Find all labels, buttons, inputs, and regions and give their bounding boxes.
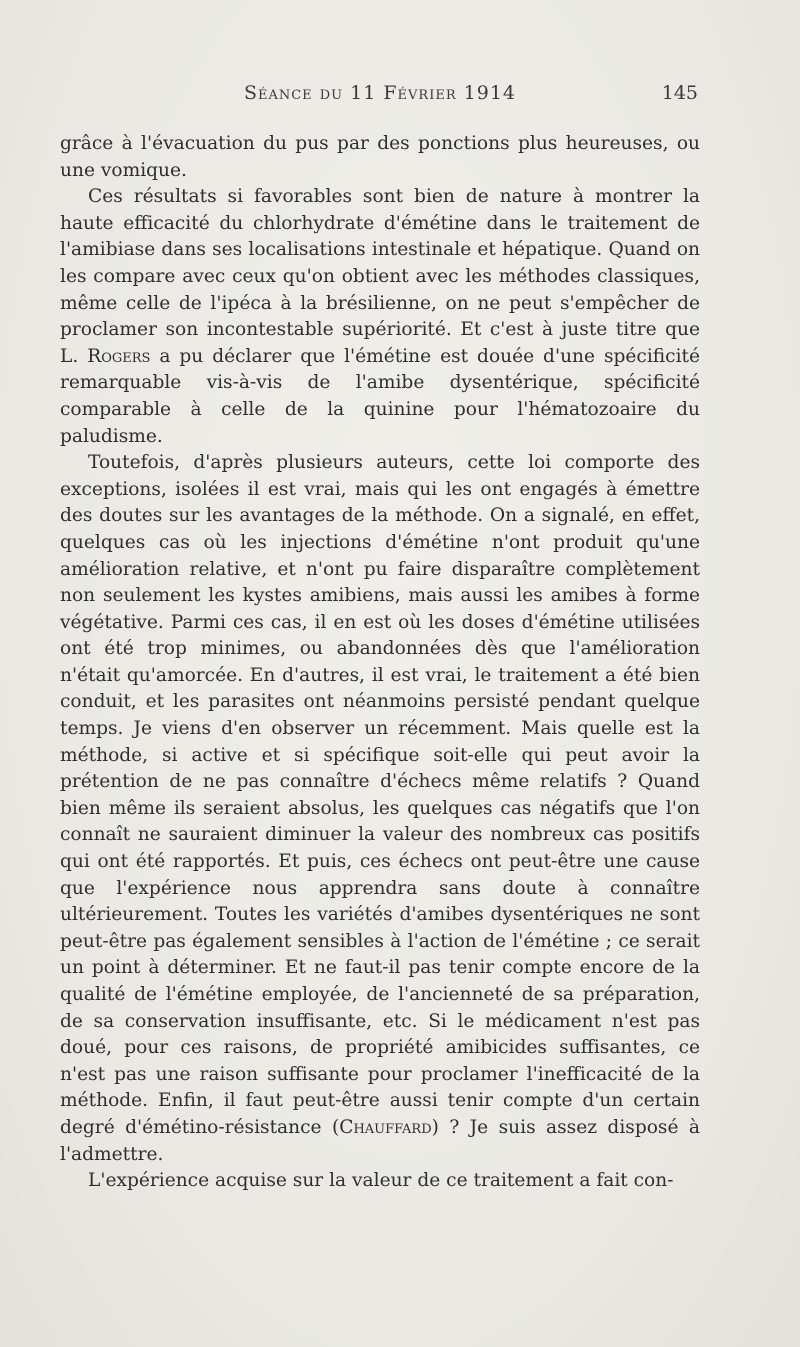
author-name: Chauffard bbox=[339, 1116, 432, 1138]
paragraph-text: Ces résultats si favorables sont bien de nature à montrer la haute efficacité du chlorhydrate d'émétine dans le traitement de l'amibiase dans ses localisations intestinale et hépatique. Quand on les compare avec ceux qu'on obtient avec les méthodes classiques, même celle de l'ipéca à la brésilienne, on ne peut s'empêcher de proclamer son incontestable supériorité. Et c'est à juste titre que L. bbox=[60, 186, 700, 367]
paragraph-text: L'expérience acquise sur la valeur de ce traitement a fait con- bbox=[88, 1170, 674, 1192]
paragraph-results bbox=[60, 184, 700, 450]
paragraph-exceptions bbox=[60, 450, 700, 1168]
author-name: Rogers bbox=[87, 345, 151, 367]
running-title: Séance du 11 Février 1914 bbox=[243, 82, 517, 104]
page-number: 145 bbox=[661, 82, 698, 104]
paragraph-continuation bbox=[60, 131, 700, 184]
paragraph-text: ) ? Je suis assez disposé à l'admettre. bbox=[60, 1116, 700, 1165]
paragraph-experience bbox=[60, 1168, 700, 1195]
body-text bbox=[60, 131, 700, 1195]
page-header bbox=[60, 82, 700, 112]
paragraph-text: grâce à l'évacuation du pus par des ponctions plus heureuses, ou une vomique. bbox=[60, 133, 700, 181]
paragraph-text: Toutefois, d'après plusieurs auteurs, cette loi comporte des exceptions, isolées il est vrai, mais qui les ont engagés à émettre des doutes sur les avantages de la méthode. On a signalé, en effet, quelques cas où les injections d'émétine n'ont produit qu'une amélioration relative, et n'ont pu faire disparaître complètement non seulement les kystes amibiens, mais aussi les amibes à forme végétative. Parmi ces cas, il en est où les doses d'émétine utilisées ont été trop minimes, ou abandonnées dès que l'amélioration n'était qu'amorcée. En d'autres, il est vrai, le traitement a été bien conduit, et les parasites ont néanmoins persisté pendant quelque temps. Je viens d'en observer un récemment. Mais quelle est la méthode, si active et si spécifique soit-elle qui peut avoir la prétention de ne pas connaître d'échecs même relatifs ? Quand bien même ils seraient absolus, les quelques cas négatifs que l'on connaît ne sauraient diminuer la valeur des nombreux cas positifs qui ont été rapportés. Et puis, ces échecs ont peut-être une cause que l'expérience nous apprendra sans doute à connaître ultérieurement. Toutes les variétés d'amibes dysentériques ne sont peut-être pas également sensibles à l'action de l'émétine ; ce serait un point à déterminer. Et ne faut-il pas tenir compte encore de la qualité de l'émétine employée, de l'ancienneté de sa préparation, de sa conservation insuffisante, etc. Si le médicament n'est pas doué, pour ces raisons, de propriété amibicides suffisantes, ce n'est pas une raison suffisante pour proclamer l'inefficacité de la méthode. Enfin, il faut peut-être aussi tenir compte d'un certain degré d'émétino-résistance ( bbox=[60, 452, 700, 1138]
paragraph-text: a pu déclarer que l'émétine est douée d'une spécificité remarquable vis-à-vis de l'amibe dysentérique, spécificité comparable à celle de la quinine pour l'hématozoaire du paludisme. bbox=[60, 345, 700, 447]
